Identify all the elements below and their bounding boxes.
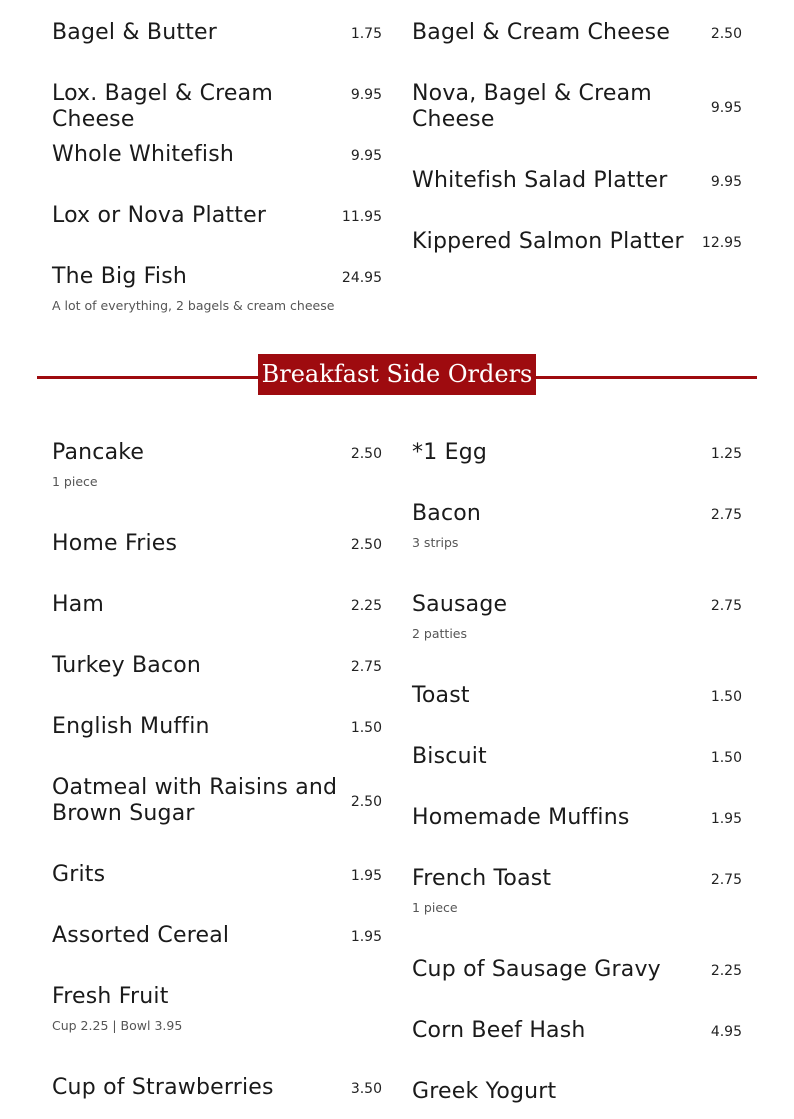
menu-item-price: 2.75 <box>710 598 742 614</box>
menu-item <box>412 592 742 683</box>
menu-item <box>52 20 382 81</box>
menu-item-price: 12.95 <box>701 235 742 251</box>
menu-item <box>52 531 382 592</box>
menu-item-name: Toast <box>412 683 470 708</box>
menu-item-name: Bacon <box>412 501 482 526</box>
menu-item-name: Pancake <box>52 440 145 465</box>
menu-item <box>412 1079 742 1119</box>
menu-item-name: Grits <box>52 862 106 887</box>
menu-item-name: Lox. Bagel & Cream Cheese <box>52 81 273 132</box>
menu-item <box>52 775 382 862</box>
menu-item-price: 11.95 <box>341 209 382 225</box>
menu-item <box>412 20 742 81</box>
menu-item-name: The Big Fish <box>52 264 188 289</box>
menu-item <box>52 592 382 653</box>
menu-item <box>52 1075 382 1115</box>
menu-item-description: Cup 2.25 | Bowl 3.95 <box>52 1018 183 1033</box>
menu-item-price: 1.95 <box>350 929 382 945</box>
menu-item <box>412 440 742 501</box>
menu-item <box>52 264 382 313</box>
menu-item-price: 1.50 <box>710 750 742 766</box>
menu-item-price: 1.50 <box>350 720 382 736</box>
menu-item-price: 9.95 <box>710 174 742 190</box>
menu-item-name: Lox or Nova Platter <box>52 203 267 228</box>
menu-item-price: 9.95 <box>710 100 742 116</box>
menu-item <box>52 203 382 264</box>
menu-item <box>52 440 382 531</box>
menu-item-name: Biscuit <box>412 744 487 769</box>
bottom-right-column <box>412 440 742 1119</box>
menu-item-description: A lot of everything, 2 bagels & cream cheese <box>52 298 335 313</box>
section-title: Breakfast Side Orders <box>258 354 536 395</box>
menu-item-price: 1.25 <box>710 446 742 462</box>
menu-item <box>412 744 742 805</box>
menu-item-price: 2.25 <box>350 598 382 614</box>
menu-item-name: Whole Whitefish <box>52 142 235 167</box>
menu-item-price: 9.95 <box>350 87 382 103</box>
menu-item <box>52 862 382 923</box>
menu-item-name: English Muffin <box>52 714 210 739</box>
menu-item-price: 2.75 <box>350 659 382 675</box>
menu-item <box>412 501 742 592</box>
menu-item-description: 1 piece <box>412 900 458 915</box>
menu-item-price: 3.50 <box>350 1081 382 1097</box>
bottom-left-column <box>52 440 382 1115</box>
menu-item-name: Homemade Muffins <box>412 805 630 830</box>
menu-item-name: Nova, Bagel & Cream Cheese <box>412 81 652 132</box>
menu-item <box>52 142 382 203</box>
menu-item <box>52 81 382 142</box>
menu-item-name: Sausage <box>412 592 508 617</box>
menu-item-name: Oatmeal with Raisins and Brown Sugar <box>52 775 338 826</box>
top-right-column <box>412 20 742 290</box>
menu-item-name: Whitefish Salad Platter <box>412 168 668 193</box>
menu-item <box>412 168 742 229</box>
menu-item-description: 3 strips <box>412 535 459 550</box>
menu-item-price: 2.50 <box>350 794 382 810</box>
menu-item-price: 2.75 <box>710 872 742 888</box>
menu-item-name: Ham <box>52 592 105 617</box>
top-left-column <box>52 20 382 313</box>
menu-item <box>52 714 382 775</box>
menu-item-name: Home Fries <box>52 531 178 556</box>
menu-item-description: 2 patties <box>412 626 467 641</box>
menu-item-price: 4.95 <box>710 1024 742 1040</box>
menu-item-name: Turkey Bacon <box>52 653 202 678</box>
menu-item <box>412 229 742 290</box>
menu-item <box>52 923 382 984</box>
menu-item-name: Bagel & Cream Cheese <box>412 20 671 45</box>
menu-item-name: Greek Yogurt <box>412 1079 557 1104</box>
menu-item-name: *1 Egg <box>412 440 488 465</box>
menu-item <box>412 683 742 744</box>
menu-item-price: 9.95 <box>350 148 382 164</box>
menu-item-price: 1.75 <box>350 26 382 42</box>
menu-item-description: 1 piece <box>52 474 98 489</box>
menu-item-name: Fresh Fruit <box>52 984 169 1009</box>
menu-item <box>412 1018 742 1079</box>
menu-item-price: 2.75 <box>710 507 742 523</box>
menu-item-name: French Toast <box>412 866 552 891</box>
menu-item-price: 2.50 <box>350 446 382 462</box>
menu-item <box>52 653 382 714</box>
menu-item <box>412 81 742 168</box>
menu-item-name: Assorted Cereal <box>52 923 230 948</box>
menu-item <box>412 866 742 957</box>
menu-item-price: 24.95 <box>341 270 382 286</box>
menu-item <box>412 957 742 1018</box>
menu-item-price: 1.50 <box>710 689 742 705</box>
menu-item-price: 1.95 <box>350 868 382 884</box>
menu-item-name: Corn Beef Hash <box>412 1018 586 1043</box>
menu-item-price: 2.50 <box>710 26 742 42</box>
menu-item-name: Kippered Salmon Platter <box>412 229 684 254</box>
menu-item-price: 1.95 <box>710 811 742 827</box>
menu-item <box>412 805 742 866</box>
menu-item-price: 2.25 <box>710 963 742 979</box>
menu-item-name: Cup of Sausage Gravy <box>412 957 661 982</box>
menu-item-price: 2.50 <box>350 537 382 553</box>
menu-item <box>52 984 382 1075</box>
menu-item-name: Cup of Strawberries <box>52 1075 274 1100</box>
menu-item-name: Bagel & Butter <box>52 20 217 45</box>
